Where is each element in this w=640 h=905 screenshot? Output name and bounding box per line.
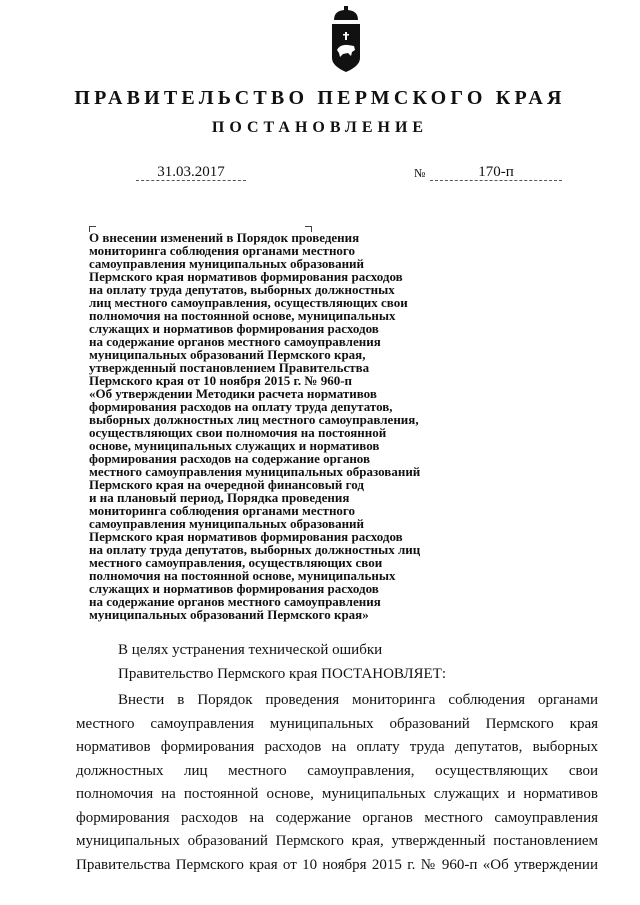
- title-line: местного самоуправления муниципальных образований: [89, 464, 421, 479]
- title-line: на оплату труда депутатов, выборных должностных лиц: [89, 542, 421, 557]
- title-line: О внесении изменений в Порядок проведения: [89, 230, 360, 245]
- title-line: муниципальных образований Пермского края,: [89, 347, 366, 362]
- title-line: полномочия на постоянной основе, муниципальных: [89, 308, 396, 323]
- document-number: 170-п: [430, 164, 562, 181]
- title-line: на содержание органов местного самоуправления: [89, 594, 381, 609]
- title-line: мониторинга соблюдения органами местного: [89, 503, 356, 518]
- number-label: №: [414, 166, 426, 180]
- paragraph-line: формирования расходов на содержание органов местного самоуправления: [76, 809, 598, 826]
- title-line: служащих и нормативов формирования расходов: [89, 581, 379, 596]
- resolution-statement: Правительство Пермского края ПОСТАНОВЛЯЕТ:: [118, 666, 447, 682]
- title-line: местного самоуправления, осуществляющих свои: [89, 555, 383, 570]
- preamble: В целях устранения технической ошибки: [118, 642, 383, 658]
- paragraph-line: местного самоуправления муниципальных образований Пермского края: [76, 715, 598, 732]
- title-line: осуществляющих свои полномочия на постоянной: [89, 425, 387, 440]
- paragraph-line: полномочия на постоянной основе, муниципальных служащих и нормативов: [76, 786, 598, 802]
- title-line: и на плановый период, Порядка проведения: [89, 490, 350, 505]
- organization-title: ПРАВИТЕЛЬСТВО ПЕРМСКОГО КРАЯ: [74, 87, 566, 109]
- title-line: Пермского края нормативов формирования расходов: [89, 529, 403, 544]
- title-line: выборных должностных лиц местного самоуправления,: [89, 412, 419, 427]
- title-line: самоуправления муниципальных образований: [89, 256, 365, 271]
- paragraph-line: Внести в Порядок проведения мониторинга соблюдения органами: [118, 692, 598, 708]
- title-line: «Об утверждении Методики расчета нормативов: [89, 386, 377, 401]
- title-line: служащих и нормативов формирования расходов: [89, 321, 379, 336]
- title-line: муниципальных образований Пермского края»: [89, 607, 369, 622]
- title-line: формирования расходов на оплату труда депутатов,: [89, 399, 393, 414]
- document-type: ПОСТАНОВЛЕНИЕ: [211, 119, 429, 136]
- document-date: 31.03.2017: [136, 164, 246, 181]
- title-line: полномочия на постоянной основе, муниципальных: [89, 568, 396, 583]
- document-subject: [89, 231, 420, 621]
- paragraph-line: муниципальных образований Пермского края, утвержденный постановлением: [76, 833, 598, 849]
- main-paragraph: [76, 689, 598, 877]
- title-line: на содержание органов местного самоуправления: [89, 334, 381, 349]
- paragraph-line: должностных лиц местного самоуправления, осуществляющих свои: [76, 762, 598, 779]
- title-line: утвержденный постановлением Правительства: [89, 360, 370, 375]
- paragraph-line: нормативов формирования расходов на оплату труда депутатов, выборных: [76, 739, 598, 755]
- title-line: основе, муниципальных служащих и нормативов: [89, 438, 380, 453]
- title-line: на оплату труда депутатов, выборных должностных: [89, 282, 395, 297]
- title-line: самоуправления муниципальных образований: [89, 516, 365, 531]
- coat-of-arms-icon: [326, 6, 366, 76]
- title-line: Пермского края от 10 ноября 2015 г. № 960-п: [89, 373, 353, 388]
- title-line: формирования расходов на содержание органов: [89, 451, 371, 466]
- title-line: мониторинга соблюдения органами местного: [89, 243, 356, 258]
- title-line: Пермского края нормативов формирования расходов: [89, 269, 403, 284]
- paragraph-line: Правительства Пермского края от 10 ноября 2015 г. № 960-п «Об утверждении: [76, 856, 598, 873]
- title-line: Пермского края на очередной финансовый год: [89, 477, 364, 492]
- title-line: лиц местного самоуправления, осуществляющих свои: [89, 295, 408, 310]
